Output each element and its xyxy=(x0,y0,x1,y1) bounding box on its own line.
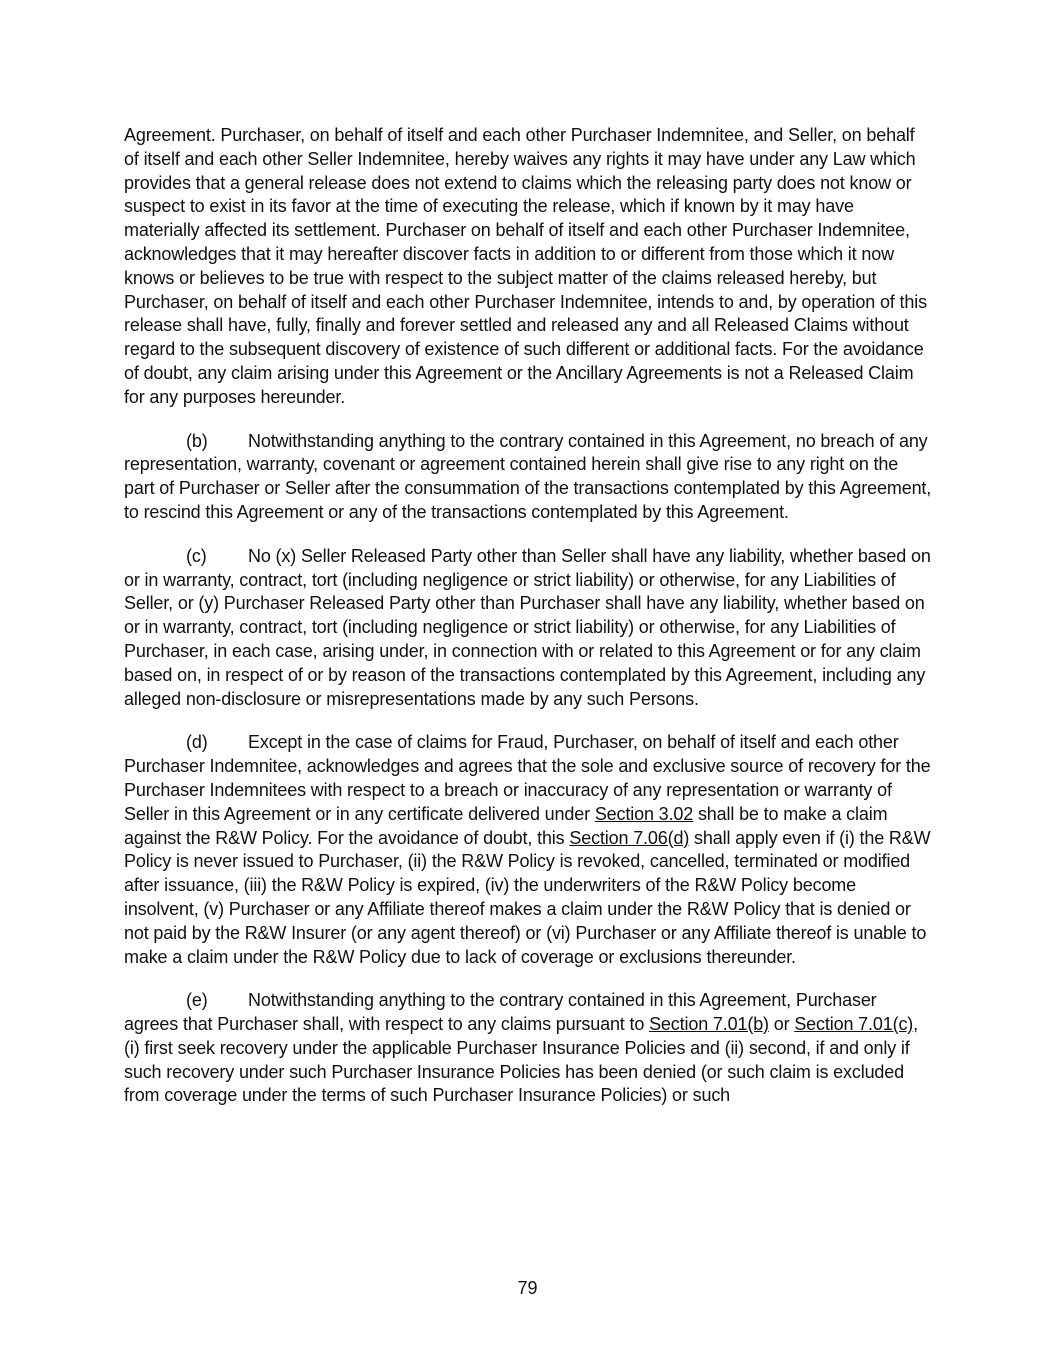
paragraph-text: Agreement. Purchaser, on behalf of itself and each other Purchaser Indemnitee, and Seller, on behalf of itself and each other Seller Indemnitee, hereby waives any rights it may have under any Law which provides that a general release does not extend to claims which the releasing party does not know or suspect to exist in its favor at the time of executing the release, which if known by it may have materially affected its settlement. Purchaser on behalf of itself and each other Purchaser Indemnitee, acknowledges that it may hereafter discover facts in addition to or different from those which it now knows or believes to be true with respect to the subject matter of the claims released hereby, but Purchaser, on behalf of itself and each other Purchaser Indemnitee, intends to and, by operation of this release shall have, fully, finally and forever settled and released any and all Released Claims without regard to the subsequent discovery of existence of such different or additional facts. For the avoidance of doubt, any claim arising under this Agreement or the Ancillary Agreements is not a Released Claim for any purposes hereunder. xyxy=(124,125,927,407)
paragraph-text: No (x) Seller Released Party other than Seller shall have any liability, whether based on or in warranty, contract, tort (including negligence or strict liability) or otherwise, for any Liabilities of Seller, or (y) Purchaser Released Party other than Purchaser shall have any liability, whether based on or in warranty, contract, tort (including negligence or strict liability) or otherwise, for any Liabilities of Purchaser, in each case, arising under, in connection with or related to this Agreement or for any claim based on, in respect of or by reason of the transactions contemplated by this Agreement, including any alleged non-disclosure or misrepresentations made by any such Persons. xyxy=(124,545,931,709)
paragraph-c xyxy=(124,545,932,712)
paragraph-text: Notwithstanding anything to the contrary contained in this Agreement, Purchaser agrees that Purchaser shall, with respect to any claims pursuant to xyxy=(124,990,877,1035)
section-cross-reference: Section 3.02 xyxy=(594,803,694,824)
paragraph-label: (b) xyxy=(186,430,208,451)
section-cross-reference: Section 7.01(b) xyxy=(649,1014,769,1035)
paragraph-continuation xyxy=(124,124,932,410)
section-cross-reference: Section 7.01(c) xyxy=(794,1014,914,1035)
paragraph-text: Except in the case of claims for Fraud, Purchaser, on behalf of itself and each other Purchaser Indemnitee, acknowledges and agrees that the sole and exclusive source of recovery for the Purchaser Indemnitees with respect to a breach or inaccuracy of any representation or warranty of Seller in this Agreement or in any certificate delivered under xyxy=(124,732,931,824)
paragraph-label: (c) xyxy=(186,545,207,566)
paragraph-text: Notwithstanding anything to the contrary contained in this Agreement, no breach of any representation, warranty, covenant or agreement contained herein shall give rise to any right on the part of Purchaser or Seller after the consummation of the transactions contemplated by this Agreement, to rescind this Agreement or any of the transactions contemplated by this Agreement. xyxy=(124,430,932,522)
section-cross-reference: Section 7.06(d) xyxy=(569,827,690,848)
paragraph-label: (e) xyxy=(186,990,208,1011)
paragraph-text: , (i) first seek recovery under the applicable Purchaser Insurance Policies and (ii) second, if and only if such recovery under such Purchaser Insurance Policies has been denied (or such claim is excluded from coverage under the terms of such Purchaser Insurance Policies) or such xyxy=(124,1014,918,1106)
paragraph-d xyxy=(124,731,932,969)
paragraph-text: shall apply even if (i) the R&W Policy is never issued to Purchaser, (ii) the R&W Policy is revoked, cancelled, terminated or modified after issuance, (iii) the R&W Policy is expired, (iv) the underwriters of the R&W Policy become insolvent, (v) Purchaser or any Affiliate thereof makes a claim under the R&W Policy that is denied or not paid by the R&W Insurer (or any agent thereof) or (vi) Purchaser or any Affiliate thereof is unable to make a claim under the R&W Policy due to lack of coverage or exclusions thereunder. xyxy=(124,827,931,967)
paragraph-label: (d) xyxy=(186,732,208,753)
paragraph-text: shall be to make a claim against the R&W Policy. For the avoidance of doubt, this xyxy=(124,803,888,848)
paragraph-b xyxy=(124,430,932,525)
page-number: 79 xyxy=(517,1278,538,1298)
paragraph-text: or xyxy=(768,1014,795,1035)
paragraph-e xyxy=(124,989,932,1108)
document-body xyxy=(124,124,932,1128)
